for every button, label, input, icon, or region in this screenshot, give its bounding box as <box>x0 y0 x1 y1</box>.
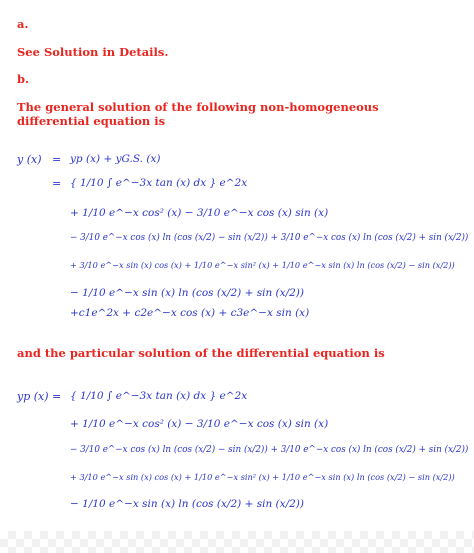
general-line-3: − 3/10 e^−x cos (x) ln (cos (x/2) − sin (x/2)) + 3/10 e^−x cos (x) ln (cos (x/2) + sin (x/2)) <box>70 233 469 243</box>
particular-line-4: + 3/10 e^−x sin (x) cos (x) + 1/10 e^−x sin² (x) + 1/10 e^−x sin (x) ln (cos (x/2) − sin (x/2)) <box>70 472 455 482</box>
general-equals-2: = <box>52 177 62 190</box>
general-first-rhs: yp (x) + yG.S. (x) <box>70 153 161 165</box>
particular-line-3: − 3/10 e^−x cos (x) ln (cos (x/2) − sin (x/2)) + 3/10 e^−x cos (x) ln (cos (x/2) + sin (x/2)) <box>70 445 469 455</box>
general-line-4: + 3/10 e^−x sin (x) cos (x) + 1/10 e^−x sin² (x) + 1/10 e^−x sin (x) ln (cos (x/2) − sin (x/2)) <box>70 260 455 270</box>
general-solution-heading: The general solution of the following non-homogeneous differential equation is <box>17 100 379 128</box>
particular-line-2: + 1/10 e^−x cos² (x) − 3/10 e^−x cos (x) sin (x) <box>70 418 329 430</box>
part-a-label: a. <box>17 17 29 31</box>
general-equals-1: = <box>52 153 62 166</box>
general-line-1: { 1/10 ∫ e^−3x tan (x) dx } e^2x <box>70 177 248 189</box>
part-b-label: b. <box>17 72 30 86</box>
general-line-5: − 1/10 e^−x sin (x) ln (cos (x/2) + sin (x/2)) <box>70 287 304 299</box>
general-line-2: + 1/10 e^−x cos² (x) − 3/10 e^−x cos (x) sin (x) <box>70 207 329 219</box>
particular-solution-heading: and the particular solution of the differential equation is <box>17 346 385 360</box>
particular-line-5: − 1/10 e^−x sin (x) ln (cos (x/2) + sin (x/2)) <box>70 498 304 510</box>
general-line-6: +c1e^2x + c2e^−x cos (x) + c3e^−x sin (x) <box>70 307 310 319</box>
see-solution-text: See Solution in Details. <box>17 45 169 59</box>
transparency-background <box>0 531 474 553</box>
particular-line-1: { 1/10 ∫ e^−3x tan (x) dx } e^2x <box>70 390 248 402</box>
particular-lhs: yp (x) <box>17 390 49 403</box>
particular-equals: = <box>52 390 62 403</box>
general-lhs: y (x) <box>17 153 42 166</box>
